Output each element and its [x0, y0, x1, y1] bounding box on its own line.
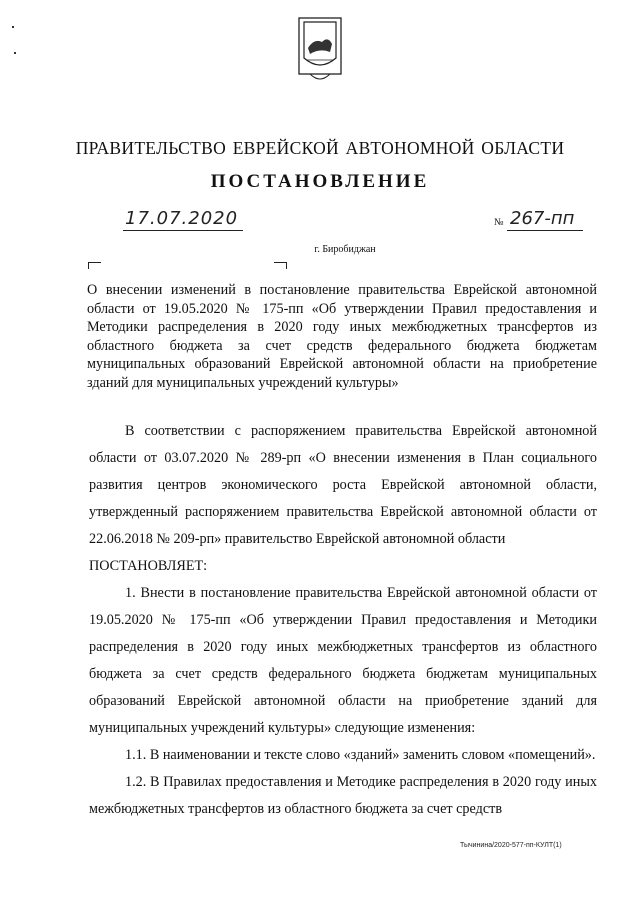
document-body — [89, 418, 597, 823]
number-underline — [507, 230, 583, 231]
subject-bracket-left — [88, 262, 101, 269]
file-code: Тычинина/2020-577-пп-КУЛТ(1) — [460, 842, 562, 849]
coat-of-arms-emblem — [296, 14, 344, 88]
document-subject: О внесении изменений в постановление правительства Еврейской автономной области от 19.05.2020 № 175-пп «Об утверждении Правил предоставления и Методики распределения в 2020 году иных межбюджетных трансфертов из областного бюджета за счет средств федерального бюджета бюджетам муниципальных образований Еврейской автономной области на приобретение зданий для муниципальных учреждений культуры» — [87, 282, 597, 391]
document-date: 17.07.2020 — [125, 208, 239, 229]
city-label: г. Биробиджан — [314, 244, 376, 255]
subject-bracket-right — [274, 262, 287, 269]
organization-title: ПРАВИТЕЛЬСТВО ЕВРЕЙСКОЙ АВТОНОМНОЙ ОБЛАСТИ — [75, 138, 565, 158]
date-underline — [123, 230, 243, 231]
document-type-title: ПОСТАНОВЛЕНИЕ — [210, 171, 430, 192]
document-number: 267-пп — [510, 208, 575, 229]
item-1-2-paragraph: 1.2. В Правилах предоставления и Методике распределения в 2020 году иных межбюджетных трансфертов из областного бюджета за счет средств — [89, 774, 597, 817]
resolves-heading: ПОСТАНОВЛЯЕТ: — [89, 558, 208, 574]
item-1-1-paragraph: 1.1. В наименовании и тексте слово «зданий» заменить словом «помещений». — [125, 747, 596, 763]
preamble-paragraph: В соответствии с распоряжением правительства Еврейской автономной области от 03.07.2020 № 289-рп «О внесении изменения в План социального развития центров экономического роста Еврейской автономной области, утвержденный распоряжением правительства Еврейской автономной области от 22.06.2018 № 209-рп» правительство Еврейской автономной области — [89, 423, 597, 547]
number-label: № — [494, 217, 504, 228]
item-1-paragraph: 1. Внести в постановление правительства Еврейской автономной области от 19.05.2020 № 175-пп «Об утверждении Правил предоставления и Методики распределения в 2020 году иных межбюджетных трансфертов из областного бюджета за счет средств федерального бюджета бюджетам муниципальных образований Еврейской автономной области на приобретение зданий для муниципальных учреждений культуры» следующие изменения: — [89, 585, 597, 736]
